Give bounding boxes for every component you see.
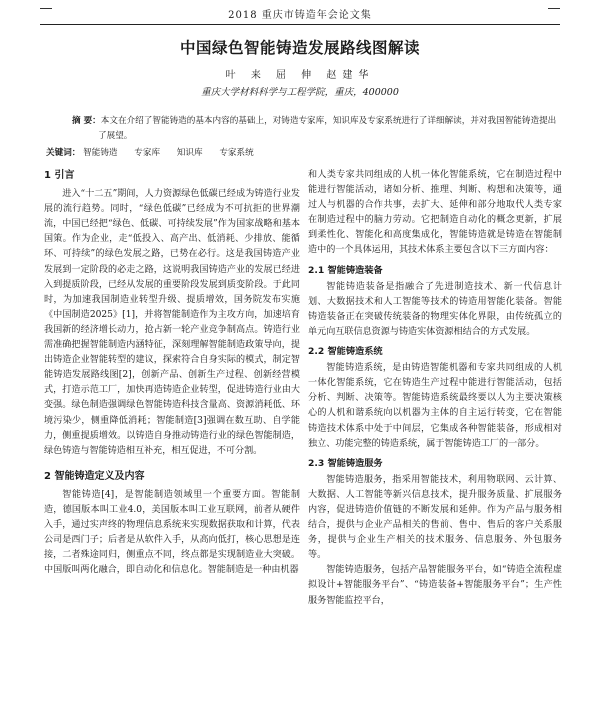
keywords [46, 146, 560, 158]
keyword-item: 专家系统 [219, 148, 254, 158]
subsection-heading-equipment: 2.1 智能铸造装备 [308, 264, 383, 276]
section-heading-introduction: 1 引言 [44, 170, 75, 181]
body-paragraph: 智能铸造[4]，是智能制造领域里一个重要方面。智能制造，德国版本叫工业4.0，美国版本叫工业互联网，前者从硬件入手，通过实声终的物理信息系统来实现数据获取和计算，代表公司是西门子；后者是从软件入手，从高向低打，核心思想是连接，二者殊途同归，侧重点不同，终点都是实现制造业大突破。中国版叫两化融合，即自动化和信息化。智能制造是一种由机器 [44, 489, 300, 576]
body-paragraph: 智能铸造装备是指融合了先进制造技术、新一代信息计划、大数据技术和人工智能等技术的铸造用智能化装备。智能铸造装备正在突破传统装备的物理实体化界限，由传统孤立的单元向互联信息资源与铸造实体资源相结合的方式发展。 [308, 281, 562, 337]
body-paragraph: 和人类专家共同组成的人机一体化智能系统，它在制造过程中能进行智能活动，诸如分析、推理、判断、构想和决策等，通过人与机器的合作共事，去扩大、延伸和部分地取代人类专家在制造过程中的脑力劳动。它把制造自动化的概念更新，扩展到柔性化、智能化和高度集成化，智能铸造就是铸造在智能制造中的一个具体运用，其技术体系主要包含以下三方面内容： [308, 170, 562, 256]
body-paragraph: 智能铸造服务，指采用智能技术，利用物联网、云计算、大数据、人工智能等新兴信息技术，提升服务质量、扩展服务内容，促进铸造价值链的不断发展和延伸。作为产品与服务相结合，提供与企业产品相关的售前、售中、售后的客户关系服务，提供与企业生产相关的技术服务、信息服务、外包服务等。 [308, 474, 562, 561]
section-heading-definition: 2 智能铸造定义及内容 [44, 470, 145, 482]
abstract-text: 本文在介绍了智能铸造的基本内容的基础上，对铸造专家库，知识库及专家系统进行了详细解读，并对我国智能铸造提出了展望。 [98, 116, 557, 141]
abstract-label: 摘 要： [72, 116, 101, 126]
subsection-heading-service: 2.3 智能铸造服务 [308, 457, 383, 469]
authors: 叶 来 屈 伸 赵建华 [225, 70, 375, 81]
paper-title: 中国绿色智能铸造发展路线图解读 [179, 39, 420, 57]
header-rule [40, 24, 560, 25]
keywords-label: 关键词： [46, 148, 81, 158]
body-paragraph: 进入“十二五”期间，人力资源绿色低碳已经成为铸造行业发展的流行趋势。同时，“绿色低碳”已经成为不可抗拒的世界潮流，中国已经把“绿色、低碳、可持续发展”作为国家战略和基本国策。作为企业，走“低投入、高产出、低消耗、少排放、能循环、可持续”的绿色发展之路，已势在必行。这是我国铸造产业发展到一定阶段的必走之路，这说明我国铸造产业的发展已经进入到提质阶段，已经从发展的重要阶段发展到质变阶段。于此同时，为加速我国制造业转型升级、提质增效，国务院发布实施《中国制造2025》[1]，并将智能制造作为主攻方向，加速培育我国新的经济增长动力，抢占新一轮产业竞争制高点。铸造行业需准确把握智能制造内涵特征，深刻理解智能制造政策导向，提出铸造企业智能转型的建议，探索符合自身实际的模式，制定智能铸造发展路线图[2]，创新产品、创新生产过程、创新经营模式，打造示范工厂，加快再造铸造企业转型，促进铸造行业由大变强。绿色制造强调绿色智能铸造科技含量高、资源消耗低、环境污染少，侧重降低消耗；智能制造[3]强调在数互助、自学能力，侧重提质增效。以铸造自身推动铸造行业的绿色智能制造，绿色铸造与智能铸造相互补充，相互促进，不可分割。 [44, 189, 300, 456]
subsection-heading-system: 2.2 智能铸造系统 [308, 346, 383, 358]
body-paragraph: 智能铸造服务，包括产品智能服务平台，如“铸造全流程虚拟设计+智能服务平台”、“铸造装备+智能服务平台”；生产性服务智能监控平台， [308, 565, 562, 606]
abstract [72, 114, 560, 144]
keyword-item: 智能铸造 [83, 148, 118, 158]
keyword-item: 专家库 [134, 148, 161, 158]
keyword-item: 知识库 [176, 148, 203, 158]
body-paragraph: 智能铸造系统，是由铸造智能机器和专家共同组成的人机一体化智能系统，它在铸造生产过程中能进行智能活动，包括分析、判断、决策等。智能铸造系统最终要以人为主要决策核心的人机和谐系统向以机器为主体的自主运行转变，它在智能铸造技术体系中处于中间层，它集成各种智能装备，形成相对独立、功能完整的铸造系统，属于智能铸造工厂的一部分。 [308, 363, 562, 449]
left-column [44, 168, 300, 578]
affiliation: 重庆大学材料科学与工程学院，重庆，400000 [201, 87, 399, 98]
right-column [308, 168, 562, 609]
running-header: 2018 重庆市铸造年会论文集 [228, 10, 372, 21]
